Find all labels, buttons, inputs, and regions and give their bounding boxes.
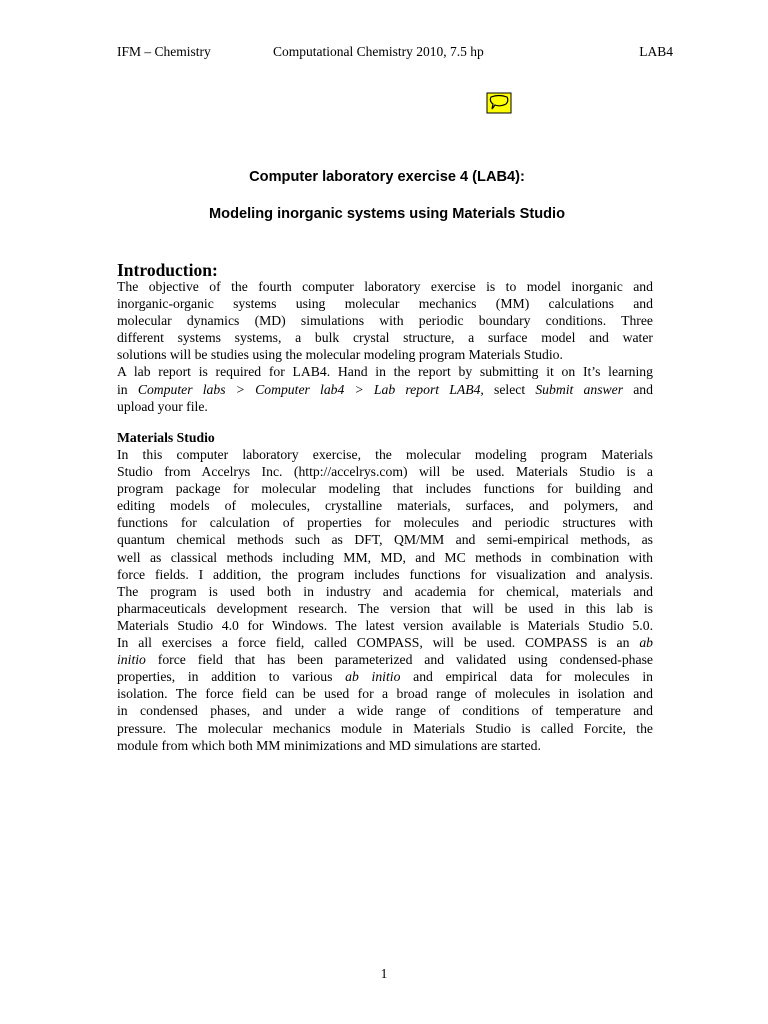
ms-line-text: properties, in addition to various bbox=[117, 669, 346, 685]
materials-studio-heading: Materials Studio bbox=[117, 430, 215, 445]
intro-line: solutions will be studies using the molecular modeling program Materials Studio. bbox=[117, 347, 563, 363]
header-department: IFM – Chemistry bbox=[117, 44, 211, 59]
ms-line-text: In all exercises a force field, called COMPASS, will be used. COMPASS is an bbox=[117, 635, 640, 651]
page-number: 1 bbox=[380, 966, 388, 981]
ms-line: module from which both MM minimizations and MD simulations are started. bbox=[117, 737, 541, 753]
introduction-paragraph bbox=[117, 278, 653, 415]
ms-line: In this computer laboratory exercise, the molecular modeling program Materials bbox=[117, 447, 653, 462]
title-line-2: Modeling inorganic systems using Materials Studio bbox=[209, 206, 565, 222]
intro-line: A lab report is required for LAB4. Hand in the report by submitting it on It’s learning bbox=[117, 364, 653, 380]
ms-line-compass bbox=[117, 634, 653, 651]
ms-line-suffix: and empirical data for molecules in bbox=[400, 669, 653, 685]
intro-line: upload your file. bbox=[117, 398, 208, 414]
ms-line: functions for calculation of properties for molecules and periodic structures with bbox=[117, 515, 653, 531]
header-lab-id: LAB4 bbox=[639, 44, 673, 59]
header-course: Computational Chemistry 2010, 7.5 hp bbox=[273, 44, 484, 59]
intro-line: different systems systems, a bulk crystal structure, a surface model and water bbox=[117, 330, 653, 346]
page-header bbox=[117, 43, 673, 61]
title-line-1: Computer laboratory exercise 4 (LAB4): bbox=[249, 169, 525, 185]
materials-studio-paragraph bbox=[117, 446, 653, 754]
intro-line-suffix: and bbox=[623, 381, 653, 397]
intro-line: The objective of the fourth computer laboratory exercise is to model inorganic and bbox=[117, 279, 653, 294]
ms-line: program package for molecular modeling that includes functions for building and bbox=[117, 481, 653, 497]
ms-line: quantum chemical methods such as DFT, QM/MM and semi-empirical methods, as bbox=[117, 532, 653, 548]
ms-line: editing models of molecules, crystalline materials, surfaces, and polymers, and bbox=[117, 498, 653, 514]
intro-line-mid: , select bbox=[480, 381, 536, 397]
ms-line: pharmaceuticals development research. The version that will be used in this lab is bbox=[117, 600, 653, 616]
ms-line: pressure. The molecular mechanics module in Materials Studio is called Forcite, the bbox=[117, 720, 653, 736]
introduction-heading: Introduction: bbox=[117, 260, 218, 280]
intro-line-submission bbox=[117, 381, 653, 398]
intro-line: inorganic-organic systems using molecular mechanics (MM) calculations and bbox=[117, 296, 653, 312]
ms-line: Materials Studio 4.0 for Windows. The latest version available is Materials Studio 5.0. bbox=[117, 617, 653, 633]
ms-line-italic: initio bbox=[117, 652, 146, 668]
ms-line-initio bbox=[117, 651, 653, 668]
comment-icon[interactable] bbox=[486, 92, 512, 114]
intro-line: molecular dynamics (MD) simulations with periodic boundary conditions. Three bbox=[117, 313, 653, 329]
ms-line-text: force field that has been parameterized and validated using condensed-phase bbox=[145, 652, 653, 668]
submission-path: Computer labs > Computer lab4 > Lab report LAB4 bbox=[137, 381, 481, 397]
ms-line: isolation. The force field can be used for a broad range of molecules in isolation and bbox=[117, 686, 653, 702]
ms-line-properties bbox=[117, 668, 653, 685]
intro-line-prefix: in bbox=[117, 381, 138, 397]
ms-line-italic: ab initio bbox=[345, 669, 401, 685]
ms-line: in condensed phases, and under a wide range of conditions of temperature and bbox=[117, 703, 653, 719]
ms-line: well as classical methods including MM, MD, and MC methods in combination with bbox=[117, 549, 653, 565]
ms-line: Studio from Accelrys Inc. (http://accelrys.com) will be used. Materials Studio is a bbox=[117, 464, 653, 480]
ms-line-italic: ab bbox=[639, 635, 653, 651]
ms-line: force fields. I addition, the program includes functions for visualization and analysis. bbox=[117, 566, 653, 582]
submit-answer-label: Submit answer bbox=[535, 381, 624, 397]
ms-line: The program is used both in industry and academia for chemical, materials and bbox=[117, 583, 653, 599]
